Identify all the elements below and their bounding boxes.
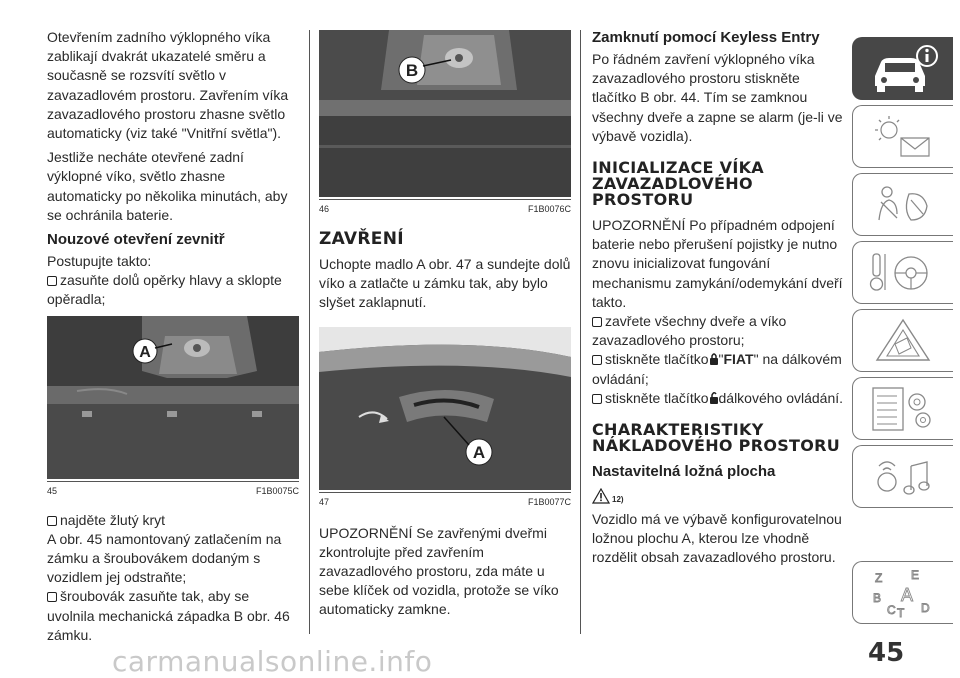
warning-number: 12) (612, 495, 624, 505)
tab-index[interactable] (852, 561, 953, 624)
tab-safety[interactable] (852, 173, 953, 236)
paragraph: A obr. 45 namontovaný zatlačením na zámku a šroubovákem dodaným s vozidlem jej odstraňte; (47, 530, 282, 586)
bullet-box-icon (592, 355, 602, 365)
list-item-text: stiskněte tlačítko (605, 351, 709, 368)
trunk-latch-photo (319, 30, 571, 197)
paragraph: Po řádném zavření výklopného víka zavazadlového prostoru stiskněte tlačítko B obr. 44. Tím se zamknou všechny dveře a zapne se alarm (je-li ve výbavě vozidla). (592, 51, 843, 144)
figure-code: F1B0076C (527, 204, 571, 214)
list-item-text: najděte žlutý kryt (60, 511, 166, 528)
index-letter: T (897, 606, 905, 618)
figure-label: A (472, 442, 486, 462)
figure-label: A (139, 343, 151, 361)
list-item (47, 271, 299, 309)
trunk-handle-photo (319, 327, 571, 490)
index-letter: C (887, 603, 896, 617)
list-item-text: zavřete všechny dveře a víko zavazadlového prostoru; (592, 313, 787, 349)
tab-driving[interactable] (852, 241, 953, 304)
list-item-text: šroubovák zasuňte tak, aby se uvolnila mechanická západka B obr. 46 zámku. (47, 588, 290, 643)
column-3 (592, 28, 844, 573)
tab-dashboard[interactable] (852, 105, 953, 168)
paragraph: Vozidlo má ve výbavě konfigurovatelnou ložnou plochu A, kterou lze vhodně rozdělit obsah zavazadlového prostoru. (592, 511, 842, 566)
paragraph: Otevřením zadního výklopného víka zablikají dvakrát ukazatelé směru a současně se rozsvítí světlo v zavazadlovém prostoru. Zavřením víka zavazadlového prostoru zhasne světlo automaticky (viz také "Vnitřní světla"). (47, 29, 289, 142)
lock-key-icon (709, 352, 719, 366)
warning-triangle-icon (867, 316, 939, 366)
paragraph: Uchopte madlo A obr. 47 a sundejte dolů víko a zatlačte u zámku tak, aby bylo slyšet zaklapnutí. (319, 256, 571, 311)
watermark: carmanualsonline.info (112, 645, 433, 678)
tab-maintenance[interactable] (852, 377, 953, 440)
list-item-text: na dálkovém ovládání; (592, 351, 842, 387)
maintenance-gears-icon (867, 384, 939, 434)
list-item (592, 350, 844, 388)
section-heading: Zamknutí pomocí Keyless Entry (592, 29, 820, 46)
list-item (592, 389, 844, 408)
list-item-text: zasuňte dolů opěrky hlavy a sklopte opěradla; (47, 272, 282, 308)
index-letter: E (911, 568, 920, 582)
figure-caption (47, 481, 299, 497)
paragraph: UPOZORNĚNÍ Se zavřenými dveřmi zkontrolujte před zavřením zavazadlového prostoru, zda máte u sebe klíček od vozidla, protože se víko automaticky zamkne. (319, 524, 559, 618)
figure-46 (319, 30, 571, 215)
trunk-lid-lock-photo (47, 316, 299, 479)
multimedia-icon (867, 452, 939, 502)
section-heading: CHARAKTERISTIKY NÁKLADOVÉHO PROSTORU (592, 420, 841, 456)
unlock-key-icon (709, 391, 719, 405)
paragraph: UPOZORNĚNÍ Po případném odpojení baterie nebo přerušení pojistky je nutno znovu inicializovat fungování mechanismu zamykání/odemykání dveří takto. (592, 217, 843, 310)
tab-emergency[interactable] (852, 309, 953, 372)
figure-47 (319, 327, 571, 508)
alphabetical-index-icon (867, 568, 939, 618)
warning-triangle-icon (592, 488, 610, 504)
figure-code: F1B0075C (255, 485, 299, 496)
section-heading: INICIALIZACE VÍKA ZAVAZADLOVÉHO PROSTORU (592, 158, 764, 210)
car-info-icon (867, 44, 939, 94)
paragraph: Postupujte takto: (47, 253, 152, 270)
seatbelt-airbag-icon (867, 180, 939, 230)
figure-label: B (405, 61, 419, 80)
dashboard-lights-icon (867, 112, 939, 162)
column-divider (580, 30, 581, 634)
list-item (47, 587, 299, 645)
section-heading: Nastavitelná ložná plocha (592, 463, 776, 481)
column-1 (47, 28, 299, 650)
index-letter: D (921, 601, 930, 615)
tab-multimedia[interactable] (852, 445, 953, 508)
bullet-box-icon (47, 592, 57, 602)
figure-number: 47 (319, 496, 330, 507)
figure-number: 45 (47, 485, 58, 496)
brand-name: FIAT (723, 351, 754, 368)
key-steering-icon (867, 248, 939, 298)
page-number: 45 (868, 638, 905, 668)
figure-number: 46 (319, 204, 330, 214)
figure-code: F1B0077C (527, 496, 571, 507)
paragraph: Jestliže necháte otevřené zadní výklopné víko, světlo zhasne automaticky po několika minutách, aby se ochránila baterie. (47, 149, 288, 223)
bullet-box-icon (592, 317, 602, 327)
figure-45 (47, 316, 299, 497)
column-2 (319, 30, 571, 625)
bullet-box-icon (47, 516, 57, 526)
warning-reference (592, 488, 844, 504)
bullet-box-icon (47, 276, 57, 286)
section-heading: Nouzové otevření zevnitř (47, 231, 225, 249)
index-letter: A (901, 585, 914, 605)
bullet-box-icon (592, 394, 602, 404)
index-letter: Z (875, 571, 883, 585)
index-letter: B (873, 591, 882, 605)
tab-car-info[interactable] (852, 37, 953, 100)
section-heading: ZAVŘENÍ (319, 229, 404, 249)
list-item-text: dálkového ovládání. (718, 389, 844, 406)
list-item (47, 511, 299, 530)
list-item-text: stiskněte tlačítko (605, 389, 709, 406)
figure-caption (319, 492, 571, 508)
column-divider (309, 30, 310, 634)
list-item (592, 312, 844, 350)
quote-mark: " (718, 351, 724, 368)
figure-caption (319, 199, 571, 215)
quote-mark: " (753, 351, 759, 368)
